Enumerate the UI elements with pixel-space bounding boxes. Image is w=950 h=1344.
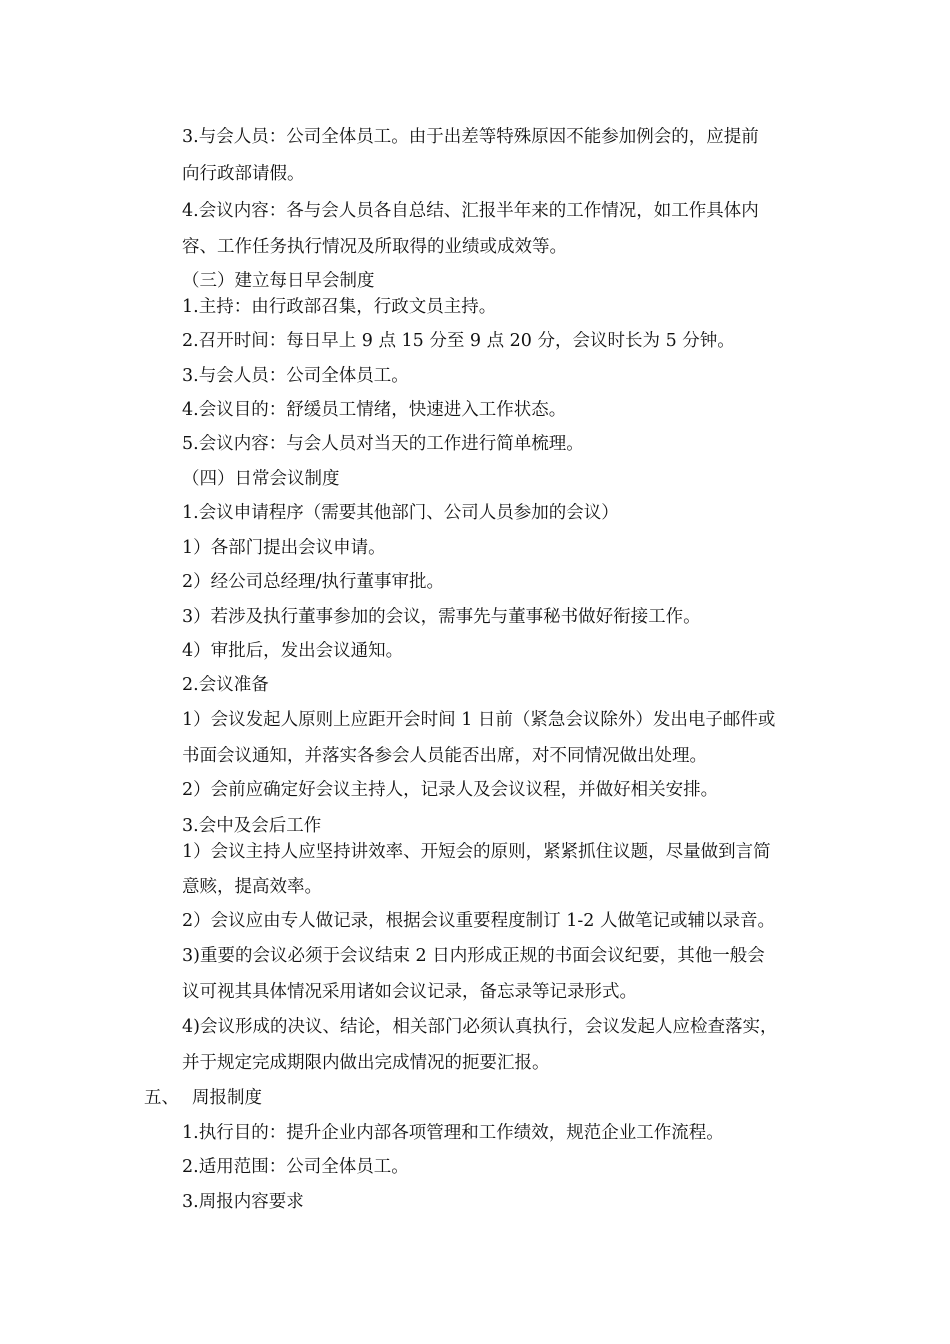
list-item: 4）审批后，发出会议通知。	[182, 641, 404, 661]
section-heading	[144, 1086, 262, 1110]
list-item: 2）会前应确定好会议主持人，记录人及会议议程，并做好相关安排。	[182, 780, 719, 800]
paragraph-line: 3.与会人员：公司全体员工。由于出差等特殊原因不能参加例会的，应提前	[182, 127, 759, 147]
list-item: 2）经公司总经理/执行董事审批。	[182, 572, 445, 592]
paragraph-line: 4.会议内容：各与会人员各自总结、汇报半年来的工作情况，如工作具体内	[182, 201, 759, 221]
paragraph-line: 议可视其具体情况采用诸如会议记录，备忘录等记录形式。	[182, 982, 637, 1002]
paragraph-line: 2.召开时间：每日早上 9 点 15 分至 9 点 20 分，会议时长为 5 分钟。	[182, 331, 735, 351]
paragraph-line: 2.会议准备	[182, 675, 269, 695]
paragraph-line: 容、工作任务执行情况及所取得的业绩或成效等。	[182, 237, 567, 257]
paragraph-line: 向行政部请假。	[182, 164, 305, 184]
list-item: 4)会议形成的决议、结论，相关部门必须认真执行，会议发起人应检查落实，	[182, 1017, 778, 1037]
paragraph-line: 2.适用范围：公司全体员工。	[182, 1157, 409, 1177]
paragraph-line: 3.会中及会后工作	[182, 816, 322, 836]
paragraph-line: 1.主持：由行政部召集，行政文员主持。	[182, 297, 497, 317]
subsection-heading: （四）日常会议制度	[182, 469, 340, 489]
paragraph-line: 4.会议目的：舒缓员工情绪，快速进入工作状态。	[182, 400, 567, 420]
paragraph-line: 书面会议通知，并落实各参会人员能否出席，对不同情况做出处理。	[182, 746, 707, 766]
paragraph-line: 3.周报内容要求	[182, 1192, 304, 1212]
list-item: 1）会议发起人原则上应距开会时间 1 日前（紧急会议除外）发出电子邮件或	[182, 710, 776, 730]
subsection-heading: （三）建立每日早会制度	[182, 271, 375, 291]
section-title: 周报制度	[192, 1088, 262, 1108]
list-item: 3)重要的会议必须于会议结束 2 日内形成正规的书面会议纪要，其他一般会	[182, 946, 765, 966]
list-item: 3）若涉及执行董事参加的会议，需事先与董事秘书做好衔接工作。	[182, 607, 701, 627]
paragraph-line: 并于规定完成期限内做出完成情况的扼要汇报。	[182, 1053, 550, 1073]
paragraph-line: 1.执行目的：提升企业内部各项管理和工作绩效，规范企业工作流程。	[182, 1123, 724, 1143]
paragraph-line: 意赅，提高效率。	[182, 877, 322, 897]
list-item: 1）各部门提出会议申请。	[182, 538, 386, 558]
paragraph-line: 1.会议申请程序（需要其他部门、公司人员参加的会议）	[182, 503, 619, 523]
list-item: 1）会议主持人应坚持讲效率、开短会的原则，紧紧抓住议题，尽量做到言简	[182, 842, 771, 862]
list-item: 2）会议应由专人做记录，根据会议重要程度制订 1-2 人做笔记或辅以录音。	[182, 911, 775, 931]
section-number: 五、	[144, 1088, 179, 1108]
paragraph-line: 5.会议内容：与会人员对当天的工作进行简单梳理。	[182, 434, 584, 454]
paragraph-line: 3.与会人员：公司全体员工。	[182, 366, 409, 386]
